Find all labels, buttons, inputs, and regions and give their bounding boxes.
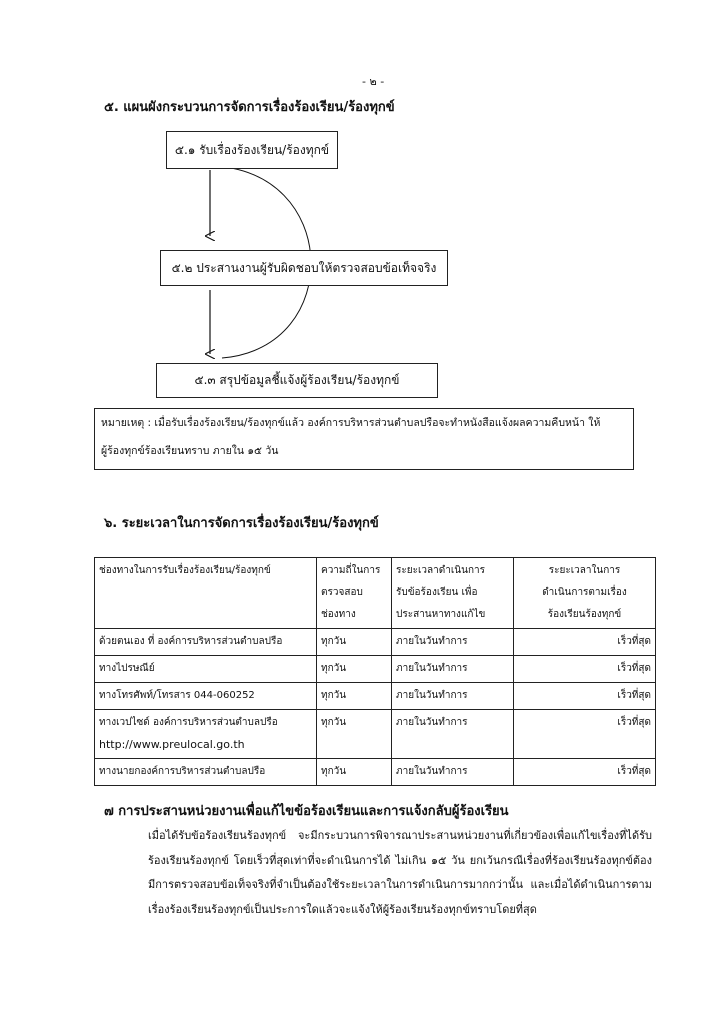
complaint-channels-table	[94, 557, 656, 786]
header-frequency: ความถี่ในการ ตรวจสอบ ช่องทาง	[317, 558, 392, 629]
section-7-paragraph: เมื่อได้รับข้อร้องเรียนร้องทุกข์ จะมีกระบวนการพิจารณาประสานหน่วยงานที่เกี่ยวข้องเพื่อแก้ไขเรื่องที่ได้รับร้องเรียนร้องทุกข์ โดยเร็วที่สุดเท่าที่จะดำเนินการได้ ไม่เกิน ๑๕ วัน ยกเว้นกรณีเรื่องที่ร้องเรียนร้องทุกข์ต้องมีการตรวจสอบข้อเท็จจริงที่จำเป็นต้องใช้ระยะเวลาในการดำเนินการมากกว่านั้น และเมื่อได้ดำเนินการตามเรื่องร้องเรียนร้องทุกข์เป็นประการใดแล้วจะแจ้งให้ผู้ร้องเรียนร้องทุกข์ทราบโดยที่สุด	[148, 829, 652, 916]
flow-step-1-label: ๕.๑ รับเรื่องร้องเรียน/ร้องทุกข์	[174, 142, 330, 157]
cell-followup: เร็วที่สุด	[514, 710, 656, 759]
flow-step-3-box	[156, 363, 438, 398]
note-line-1: หมายเหตุ : เมื่อรับเรื่องร้องเรียน/ร้องทุกข์แล้ว องค์การบริหารส่วนตำบลปรือจะทำหนังสือแจ้งผลความคืบหน้า ให้	[101, 417, 601, 429]
table-row	[95, 710, 656, 759]
cell-frequency: ทุกวัน	[317, 759, 392, 786]
flow-step-2-label: ๕.๒ ประสานงานผู้รับผิดชอบให้ตรวจสอบข้อเท็จจริง	[171, 260, 437, 275]
flow-step-1-box	[166, 131, 338, 169]
cell-frequency: ทุกวัน	[317, 710, 392, 759]
note-box	[94, 408, 634, 470]
table-row	[95, 656, 656, 683]
cell-frequency: ทุกวัน	[317, 656, 392, 683]
cell-channel: ทางไปรษณีย์	[95, 656, 317, 683]
header-followup-time: ระยะเวลาในการ ดำเนินการตามเรื่อง ร้องเรียนร้องทุกข์	[514, 558, 656, 629]
cell-channel: ด้วยตนเอง ที่ องค์การบริหารส่วนตำบลปรือ	[95, 629, 317, 656]
header-response-time: ระยะเวลาดำเนินการ รับข้อร้องเรียน เพื่อ ประสานหาทางแก้ไข	[392, 558, 514, 629]
cell-frequency: ทุกวัน	[317, 683, 392, 710]
cell-channel: ทางเวปไซด์ องค์การบริหารส่วนตำบลปรือ http://www.preulocal.go.th	[95, 710, 317, 759]
cell-frequency: ทุกวัน	[317, 629, 392, 656]
flowchart-connectors	[0, 0, 720, 400]
flow-step-3-label: ๕.๓ สรุปข้อมูลชี้แจ้งผู้ร้องเรียน/ร้องทุกข์	[194, 373, 400, 387]
cell-followup: เร็วที่สุด	[514, 683, 656, 710]
section-7-heading: ๗ การประสานหน่วยงานเพื่อแก้ไขข้อร้องเรียนและการแจ้งกลับผู้ร้องเรียน	[104, 804, 509, 819]
note-line-2: ผู้ร้องทุกข์ร้องเรียนทราบ ภายใน ๑๕ วัน	[101, 445, 279, 457]
table-header-row	[95, 558, 656, 629]
website-url: http://www.preulocal.go.th	[99, 738, 245, 751]
table-row	[95, 629, 656, 656]
cell-followup: เร็วที่สุด	[514, 656, 656, 683]
cell-followup: เร็วที่สุด	[514, 759, 656, 786]
cell-response: ภายในวันทำการ	[392, 759, 514, 786]
flow-step-2-box	[160, 250, 448, 286]
section-5-heading: ๕. แผนผังกระบวนการจัดการเรื่องร้องเรียน/ร้องทุกข์	[104, 100, 395, 115]
cell-channel: ทางนายกองค์การบริหารส่วนตำบลปรือ	[95, 759, 317, 786]
section-6-heading: ๖. ระยะเวลาในการจัดการเรื่องร้องเรียน/ร้องทุกข์	[104, 516, 379, 531]
table-row	[95, 759, 656, 786]
cell-followup: เร็วที่สุด	[514, 629, 656, 656]
cell-response: ภายในวันทำการ	[392, 710, 514, 759]
cell-channel: ทางโทรศัพท์/โทรสาร 044-060252	[95, 683, 317, 710]
header-channel: ช่องทางในการรับเรื่องร้องเรียน/ร้องทุกข์	[95, 558, 317, 629]
cell-response: ภายในวันทำการ	[392, 683, 514, 710]
table-row	[95, 683, 656, 710]
page-number: - ๒ -	[362, 75, 385, 88]
cell-response: ภายในวันทำการ	[392, 629, 514, 656]
cell-response: ภายในวันทำการ	[392, 656, 514, 683]
